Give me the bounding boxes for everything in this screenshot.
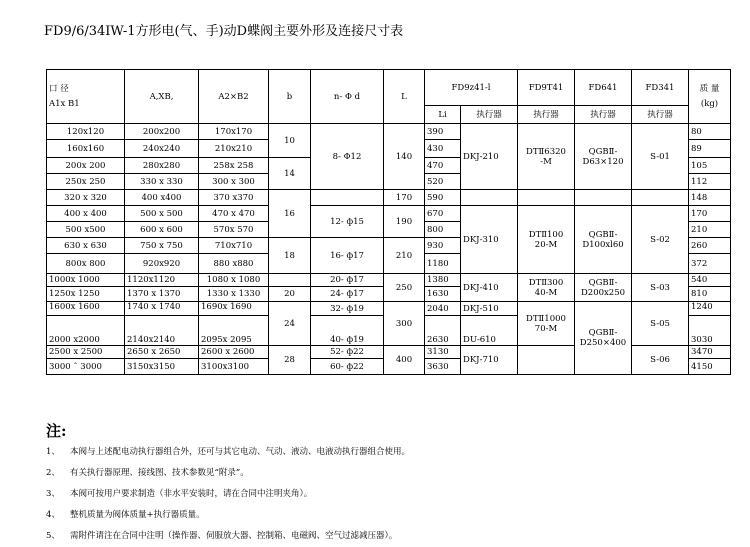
cell-L: 170 xyxy=(384,190,425,206)
header-caliber xyxy=(47,70,125,124)
note-item xyxy=(46,505,410,526)
cell-caliber: 200x 200 xyxy=(47,158,125,174)
cell-mass: 112 xyxy=(689,174,731,190)
cell-li: 390 xyxy=(425,124,461,140)
cell-caliber: 2500 x 2500 xyxy=(47,346,125,359)
cell-fd641-empty xyxy=(575,190,632,206)
cell-nphid: 20- ф17 xyxy=(311,274,384,287)
cell-L: 300 xyxy=(384,302,425,346)
cell-fd641 xyxy=(575,274,632,302)
cell-axb: 750 x 750 xyxy=(125,238,199,254)
cell-b: 18 xyxy=(269,238,311,274)
document-title: FD9/6/34IW-1方形电(气、手)动D蝶阀主要外形及连接尺寸表 xyxy=(44,24,404,39)
note-item xyxy=(46,463,410,484)
note-item xyxy=(46,526,410,547)
note-text: 有关执行器原理、接线图、技术参数见“附录”。 xyxy=(70,468,249,478)
cell-fd9t41 xyxy=(518,206,575,274)
cell-axb: 500 x 500 xyxy=(125,206,199,222)
cell-fd9z41: DU-610 xyxy=(461,316,518,346)
note-text: 本阀与上述配电动执行器组合外，还可与其它电动、气动、液动、电液动执行器组合使用。 xyxy=(70,447,411,457)
cell-fd9t41-line2: 20-M xyxy=(534,239,558,250)
cell-b-empty xyxy=(269,274,311,287)
cell-a2b2: 2600 x 2600 xyxy=(199,346,269,359)
cell-li: 2630 xyxy=(425,316,461,346)
cell-axb: 3150x3150 xyxy=(125,359,199,375)
cell-axb: 1370 x 1370 xyxy=(125,287,199,302)
cell-fd341: S-06 xyxy=(632,346,689,375)
header-actuator-fd9t41: 执行器 xyxy=(518,106,575,124)
notes-heading: 注: xyxy=(46,422,67,440)
cell-fd9z41-empty xyxy=(461,190,518,206)
cell-li: 1180 xyxy=(425,254,461,274)
cell-li: 2040 xyxy=(425,302,461,316)
cell-li: 520 xyxy=(425,174,461,190)
cell-a2b2: 1080 x 1080 xyxy=(199,274,269,287)
note-number: 2、 xyxy=(46,468,60,478)
cell-axb: 2140x2140 xyxy=(125,316,199,346)
cell-li: 3630 xyxy=(425,359,461,375)
cell-li: 1380 xyxy=(425,274,461,287)
cell-mass: 210 xyxy=(689,222,731,238)
cell-a2b2: 170x170 xyxy=(199,124,269,140)
header-axb: A,XB, xyxy=(125,70,199,124)
cell-axb: 1740 x 1740 xyxy=(125,302,199,316)
cell-axb: 400 x400 xyxy=(125,190,199,206)
cell-li: 670 xyxy=(425,206,461,222)
cell-fd9z41: DKJ-310 xyxy=(461,206,518,274)
cell-mass: 80 xyxy=(689,124,731,140)
header-fd641: FD641 xyxy=(575,70,632,106)
cell-b: 28 xyxy=(269,346,311,375)
header-actuator-fd341: 执行器 xyxy=(632,106,689,124)
cell-fd641-line2: D100xl60 xyxy=(582,239,624,250)
cell-a2b2: 710x710 xyxy=(199,238,269,254)
cell-fd641 xyxy=(575,124,632,190)
header-fd9z41: FD9z41-l xyxy=(425,70,518,106)
cell-fd341: S-02 xyxy=(632,206,689,274)
cell-fd641 xyxy=(575,302,632,375)
cell-axb: 600 x 600 xyxy=(125,222,199,238)
note-item xyxy=(46,442,410,463)
cell-fd9t41-empty xyxy=(518,190,575,206)
cell-fd641-line2: D250×400 xyxy=(579,338,627,348)
cell-a2b2: 1330 x 1330 xyxy=(199,287,269,302)
cell-fd9t41-line1: DTⅡ300 xyxy=(528,277,564,288)
cell-fd641-line1: QGBⅡ- xyxy=(588,146,618,157)
cell-L: 400 xyxy=(384,346,425,375)
cell-nphid: 16- ф17 xyxy=(311,238,384,274)
cell-axb: 240x240 xyxy=(125,140,199,158)
cell-b: 16 xyxy=(269,190,311,238)
cell-b: 10 xyxy=(269,124,311,158)
cell-fd9z41: DKJ-410 xyxy=(461,274,518,302)
cell-a2b2: 470 x 470 xyxy=(199,206,269,222)
cell-a2b2: 1690x 1690 xyxy=(199,302,269,316)
cell-li: 590 xyxy=(425,190,461,206)
note-text: 需附件请注在合同中注明（操作器、伺服放大器、控制箱、电磁阀、空气过滤减压器）。 xyxy=(70,531,398,541)
cell-fd341: S-01 xyxy=(632,124,689,190)
cell-fd341-empty xyxy=(632,190,689,206)
header-b: b xyxy=(269,70,311,124)
cell-mass: 89 xyxy=(689,140,731,158)
header-mass-unit: (kg) xyxy=(700,98,719,109)
cell-fd641-line2: D63×120 xyxy=(582,156,624,167)
cell-li: 430 xyxy=(425,140,461,158)
cell-mass: 105 xyxy=(689,158,731,174)
cell-a2b2: 370 x370 xyxy=(199,190,269,206)
header-caliber-top: 口 径 xyxy=(49,83,69,94)
header-actuator-fd9z41: 执行器 xyxy=(461,106,518,124)
cell-caliber: 400 x 400 xyxy=(47,206,125,222)
cell-caliber: 320 x 320 xyxy=(47,190,125,206)
cell-mass: 260 xyxy=(689,238,731,254)
cell-mass: 540 xyxy=(689,274,731,287)
cell-caliber: 1600x 1600 xyxy=(47,302,125,316)
cell-caliber: 630 x 630 xyxy=(47,238,125,254)
notes-section xyxy=(46,420,410,547)
header-a2b2: A2×B2 xyxy=(199,70,269,124)
header-mass xyxy=(689,70,731,124)
cell-axb: 330 x 330 xyxy=(125,174,199,190)
cell-a2b2: 210x210 xyxy=(199,140,269,158)
cell-fd9t41 xyxy=(518,302,575,346)
cell-nphid: 60- ф22 xyxy=(311,359,384,375)
cell-mass: 810 xyxy=(689,287,731,302)
note-number: 4、 xyxy=(46,510,60,520)
cell-nphid: 24- ф17 xyxy=(311,287,384,302)
cell-caliber: 500 x500 xyxy=(47,222,125,238)
cell-a2b2: 2095x 2095 xyxy=(199,316,269,346)
note-text: 整机质量为阀体质量+执行器质量。 xyxy=(70,510,205,520)
cell-a2b2: 3100x3100 xyxy=(199,359,269,375)
cell-nphid: 12- ф15 xyxy=(311,206,384,238)
cell-fd9t41-line2: -M xyxy=(540,156,552,167)
cell-mass: 1240 xyxy=(689,302,731,316)
header-li: Li xyxy=(425,106,461,124)
cell-li: 800 xyxy=(425,222,461,238)
cell-a2b2: 258x 258 xyxy=(199,158,269,174)
cell-li: 930 xyxy=(425,238,461,254)
header-caliber-bottom: A1x B1 xyxy=(49,98,80,109)
cell-caliber: 800x 800 xyxy=(47,254,125,274)
cell-axb: 920x920 xyxy=(125,254,199,274)
cell-L: 140 xyxy=(384,124,425,190)
cell-fd9z41: DKJ-710 xyxy=(461,346,518,375)
cell-nphid: 40- ф19 xyxy=(311,316,384,346)
cell-li: 470 xyxy=(425,158,461,174)
cell-mass: 148 xyxy=(689,190,731,206)
header-fd9t41: FD9T41 xyxy=(518,70,575,106)
header-actuator-fd641: 执行器 xyxy=(575,106,632,124)
cell-L: 210 xyxy=(384,238,425,274)
cell-fd9t41-line1: DTⅡ100 xyxy=(528,229,564,240)
cell-b: 20 xyxy=(269,287,311,302)
note-number: 3、 xyxy=(46,489,60,499)
cell-mass: 372 xyxy=(689,254,731,274)
cell-fd341: S-05 xyxy=(632,302,689,346)
cell-a2b2: 570x 570 xyxy=(199,222,269,238)
cell-fd641-line1: QGBⅡ- xyxy=(588,229,618,240)
header-nphid: n- Φ d xyxy=(311,70,384,124)
cell-b: 14 xyxy=(269,158,311,190)
cell-caliber: 2000 x2000 xyxy=(47,316,125,346)
cell-a2b2: 300 x 300 xyxy=(199,174,269,190)
cell-fd9t41 xyxy=(518,124,575,190)
cell-axb: 200x200 xyxy=(125,124,199,140)
cell-fd641-line1: QGBⅡ- xyxy=(588,328,618,338)
cell-nphid: 52- ф22 xyxy=(311,346,384,359)
cell-mass: 170 xyxy=(689,206,731,222)
cell-fd9t41-line1: DTⅡ6320 xyxy=(526,146,566,157)
cell-L: 190 xyxy=(384,206,425,238)
note-item xyxy=(46,484,410,505)
note-text: 本阀可按用户要求制造（非水平安装时，请在合同中注明夹角）。 xyxy=(70,489,313,499)
cell-a2b2: 880 x880 xyxy=(199,254,269,274)
cell-nphid-empty xyxy=(311,190,384,206)
cell-fd9t41 xyxy=(518,274,575,302)
cell-L: 250 xyxy=(384,274,425,302)
header-fd341: FD341 xyxy=(632,70,689,106)
cell-fd641-line1: QGBⅡ- xyxy=(588,277,618,288)
note-number: 5、 xyxy=(46,531,60,541)
note-number: 1、 xyxy=(46,447,60,457)
cell-fd341: S-03 xyxy=(632,274,689,302)
cell-mass: 4150 xyxy=(689,359,731,375)
cell-mass: 3030 xyxy=(689,316,731,346)
cell-b: 24 xyxy=(269,302,311,346)
dimension-table xyxy=(46,69,731,375)
cell-caliber: 1250x 1250 xyxy=(47,287,125,302)
header-mass-label: 质 量 xyxy=(699,83,720,94)
cell-caliber: 3000 ˆ 3000 xyxy=(47,359,125,375)
cell-axb: 2650 x 2650 xyxy=(125,346,199,359)
cell-caliber: 160x160 xyxy=(47,140,125,158)
cell-fd641-line2: D200x250 xyxy=(580,287,626,298)
cell-fd9z41: DKJ-510 xyxy=(461,302,518,316)
cell-fd9t41-empty xyxy=(518,346,575,375)
cell-fd9t41-line1: DTⅡ1000 xyxy=(526,313,566,324)
cell-axb: 1120x1120 xyxy=(125,274,199,287)
cell-fd9z41: DKJ-210 xyxy=(461,124,518,190)
cell-caliber: 1000x 1000 xyxy=(47,274,125,287)
cell-fd9t41-line2: 70-M xyxy=(534,323,558,334)
header-L: L xyxy=(384,70,425,124)
cell-fd641 xyxy=(575,206,632,274)
cell-nphid: 8- Φ12 xyxy=(311,124,384,190)
cell-caliber: 250x 250 xyxy=(47,174,125,190)
cell-mass: 3470 xyxy=(689,346,731,359)
cell-nphid: 32- ф19 xyxy=(311,302,384,316)
cell-axb: 280x280 xyxy=(125,158,199,174)
cell-li: 3130 xyxy=(425,346,461,359)
cell-caliber: 120x120 xyxy=(47,124,125,140)
cell-fd9t41-line2: 40-M xyxy=(534,287,558,298)
cell-li: 1630 xyxy=(425,287,461,302)
